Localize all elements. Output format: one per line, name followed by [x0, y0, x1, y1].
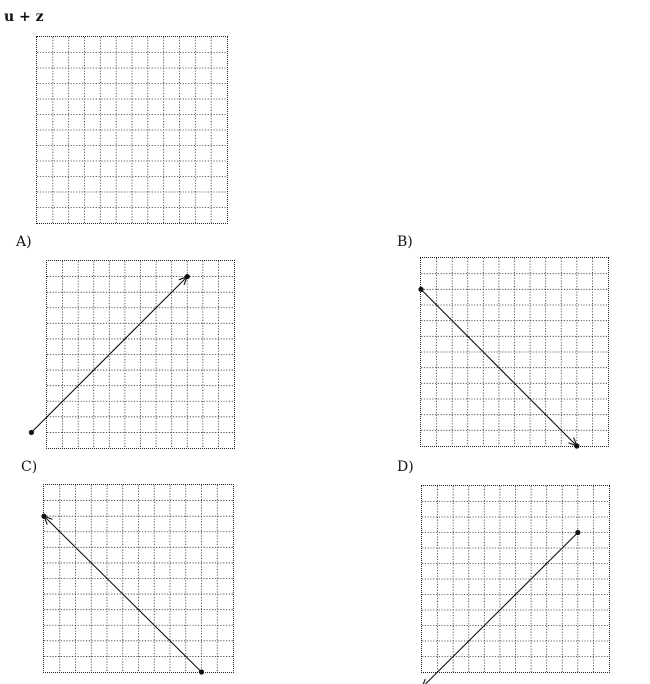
option-a-label[interactable]: A) — [16, 234, 32, 250]
grid-svg — [36, 36, 228, 224]
vector-d-shaft — [422, 533, 578, 684]
option-b-label[interactable]: B) — [397, 234, 413, 250]
grid-svg — [43, 484, 234, 673]
vector-a-tail-point — [29, 430, 34, 435]
vector-a-shaft — [31, 277, 187, 433]
grid-svg — [46, 260, 235, 449]
vector-d-tail-point — [575, 530, 580, 535]
vector-c-shaft — [44, 516, 202, 672]
problem-expression: u + z — [4, 9, 44, 25]
vector-c-tail-point — [199, 669, 204, 674]
vector-b-tail-point — [418, 287, 423, 292]
grid-svg — [420, 257, 609, 447]
option-a-grid — [46, 260, 235, 449]
option-c-grid — [43, 484, 234, 673]
grid-svg — [421, 485, 610, 673]
blank-answer-grid — [36, 36, 228, 224]
option-d-label[interactable]: D) — [397, 459, 414, 475]
option-c-label[interactable]: C) — [21, 459, 38, 475]
option-d-grid — [421, 485, 610, 673]
option-b-grid — [420, 257, 609, 447]
